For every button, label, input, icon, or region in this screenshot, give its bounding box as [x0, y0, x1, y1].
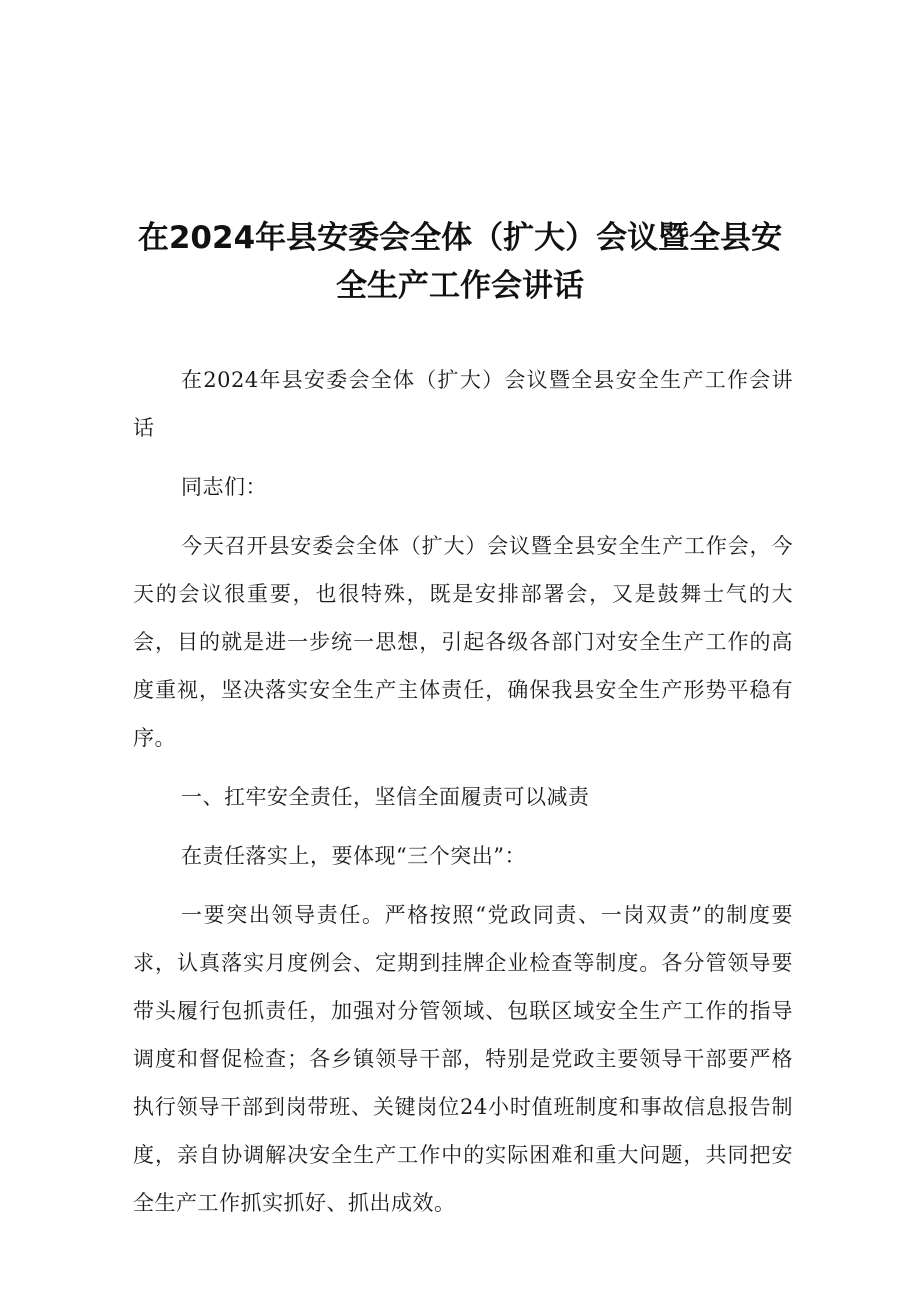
- paragraph-heading-repeat: 在2024年县安委会全体（扩大）会议暨全县安全生产工作会讲话: [133, 368, 793, 440]
- title-line-1: 在2024年县安委会全体（扩大）会议暨全县安: [137, 220, 783, 256]
- paragraph-introduction: 今天召开县安委会全体（扩大）会议暨全县安全生产工作会，今天的会议很重要，也很特殊，既是安排部署会，又是鼓舞士气的大会，目的就是进一步统一思想，引起各级各部门对安全生产工作的高度重视，坚决落实安全生产主体责任，确保我县安全生产形势平稳有序。: [133, 534, 793, 750]
- paragraph-salutation: 同志们：: [181, 475, 267, 499]
- document-body: [133, 356, 793, 1238]
- title-line-2: 全生产工作会讲话: [336, 268, 584, 304]
- document-title: [100, 214, 820, 310]
- paragraph-three-highlights: 在责任落实上，要体现“三个突出”：: [181, 844, 526, 868]
- paragraph-leadership-responsibility: 一要突出领导责任。严格按照“党政同责、一岗双责”的制度要求，认真落实月度例会、定期到挂牌企业检查等制度。各分管领导要带头履行包抓责任，加强对分管领域、包联区域安全生产工作的指导调度和督促检查；各乡镇领导干部，特别是党政主要领导干部要严格执行领导干部到岗带班、关键岗位24小时值班制度和事故信息报告制度，亲自协调解决安全生产工作中的实际困难和重大问题，共同把安全生产工作抓实抓好、抓出成效。: [133, 903, 793, 1215]
- section-heading-1: 一、扛牢安全责任，坚信全面履责可以减责: [181, 785, 590, 809]
